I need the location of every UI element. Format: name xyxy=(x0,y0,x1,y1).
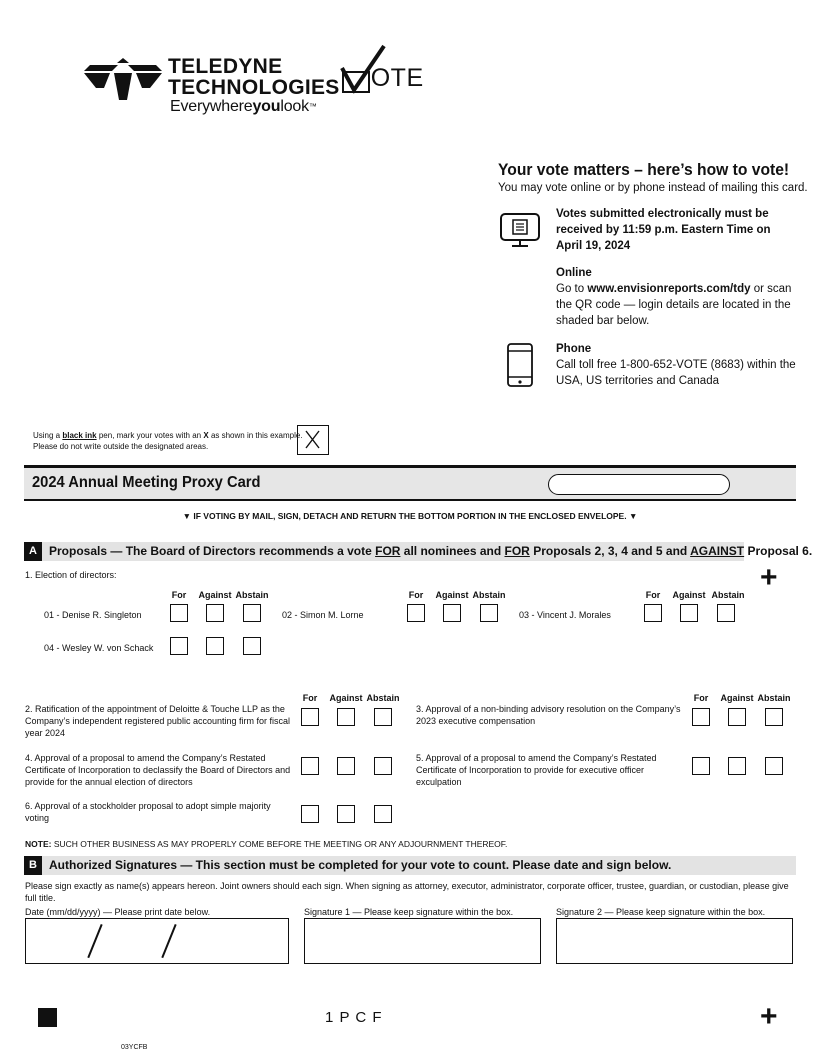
proposal-3-against-checkbox[interactable] xyxy=(728,708,746,726)
proposal-5-abstain-checkbox[interactable] xyxy=(765,757,783,775)
proposal-3-abstain-checkbox[interactable] xyxy=(765,708,783,726)
form-small-code: 03YCFB xyxy=(121,1044,148,1051)
col-abstain: Abstain xyxy=(366,693,400,703)
nominee-04-abstain-checkbox[interactable] xyxy=(243,637,261,655)
col-against: Against xyxy=(672,590,706,600)
nominee-02-against-checkbox[interactable] xyxy=(443,604,461,622)
col-for: For xyxy=(693,693,709,703)
signature-instructions: Please sign exactly as name(s) appears hereon. Joint owners should each sign. When signing as attorney, executor, administrator, corporate officer, trustee, guardian, or custodian, please give full title. xyxy=(25,881,789,903)
nominee-03-against-checkbox[interactable] xyxy=(680,604,698,622)
deadline-text: Votes submitted electronically must be received by 11:59 p.m. Eastern Time on April 19, 2024 xyxy=(556,208,771,252)
proposal-4-against-checkbox[interactable] xyxy=(337,757,355,775)
section-a-title: Proposals — The Board of Directors recommends a vote FOR all nominees and FOR Proposals 2, 3, 4 and 5 and AGAINST Proposal 6. xyxy=(49,544,813,558)
example-mark-box xyxy=(297,425,329,455)
nominee-03: 03 - Vincent J. Morales xyxy=(519,610,611,620)
col-for: For xyxy=(408,590,424,600)
col-abstain: Abstain xyxy=(711,590,745,600)
section-a-letter: A xyxy=(24,542,42,561)
nominee-01-against-checkbox[interactable] xyxy=(206,604,224,622)
phone-icon xyxy=(507,343,533,387)
signature-2-label: Signature 2 — Please keep signature within the box. xyxy=(556,907,766,917)
header-bottom-rule xyxy=(24,499,796,501)
proposal-6-text: 6. Approval of a stockholder proposal to adopt simple majority voting xyxy=(25,801,271,823)
nominee-03-abstain-checkbox[interactable] xyxy=(717,604,735,622)
computer-icon xyxy=(500,212,540,248)
nominee-04-against-checkbox[interactable] xyxy=(206,637,224,655)
section-b-letter: B xyxy=(24,856,42,875)
proposal-4-abstain-checkbox[interactable] xyxy=(374,757,392,775)
col-abstain: Abstain xyxy=(757,693,791,703)
registration-square-mark xyxy=(38,1008,57,1027)
nominee-02: 02 - Simon M. Lorne xyxy=(282,610,364,620)
company-name-line2: TECHNOLOGIES xyxy=(168,76,340,99)
date-separator xyxy=(87,924,102,958)
signature-2-box[interactable] xyxy=(556,918,793,964)
proposal-4-for-checkbox[interactable] xyxy=(301,757,319,775)
registration-plus-mark: + xyxy=(760,1000,778,1033)
signature-1-box[interactable] xyxy=(304,918,541,964)
nominee-02-abstain-checkbox[interactable] xyxy=(480,604,498,622)
registration-plus-mark: + xyxy=(760,561,778,594)
col-against: Against xyxy=(198,590,232,600)
signature-1-label: Signature 1 — Please keep signature within the box. xyxy=(304,907,514,917)
col-abstain: Abstain xyxy=(235,590,269,600)
proposal-6-for-checkbox[interactable] xyxy=(301,805,319,823)
phone-heading: Phone xyxy=(556,343,592,355)
date-input-box[interactable] xyxy=(25,918,289,964)
nominee-01-for-checkbox[interactable] xyxy=(170,604,188,622)
col-abstain: Abstain xyxy=(472,590,506,600)
form-code: 1 P C F xyxy=(325,1009,383,1026)
nominee-04: 04 - Wesley W. von Schack xyxy=(44,643,154,653)
election-label: 1. Election of directors: xyxy=(25,570,117,580)
nominee-02-for-checkbox[interactable] xyxy=(407,604,425,622)
company-tagline: Everywhereyoulook™ xyxy=(170,98,317,115)
online-url-link[interactable]: www.envisionreports.com/tdy xyxy=(587,283,751,295)
nominee-04-for-checkbox[interactable] xyxy=(170,637,188,655)
proposal-3-for-checkbox[interactable] xyxy=(692,708,710,726)
vote-matters-title: Your vote matters – here’s how to vote! xyxy=(498,160,790,179)
proposal-3-text: 3. Approval of a non-binding advisory resolution on the Company’s 2023 executive compensation xyxy=(416,704,681,726)
col-for: For xyxy=(645,590,661,600)
teledyne-logo-icon xyxy=(84,58,162,100)
date-separator xyxy=(161,924,176,958)
proposal-2-text: 2. Ratification of the appointment of Deloitte & Touche LLP as the Company’s independent registered public accounting firm for fiscal year 2024 xyxy=(25,704,290,738)
nominee-03-for-checkbox[interactable] xyxy=(644,604,662,622)
nominee-01-abstain-checkbox[interactable] xyxy=(243,604,261,622)
proposal-2-abstain-checkbox[interactable] xyxy=(374,708,392,726)
vote-matters-subtitle: You may vote online or by phone instead of mailing this card. xyxy=(498,182,808,194)
proposal-4-text: 4. Approval of a proposal to amend the Company’s Restated Certificate of Incorporation to declassify the Board of Directors and provide for the annual election of directors xyxy=(25,753,291,787)
online-instructions: Go to www.envisionreports.com/tdy or scan the QR code — login details are located in the shaded bar below. xyxy=(556,283,792,327)
proxy-card-title: 2024 Annual Meeting Proxy Card xyxy=(32,474,261,491)
vote-logo-text: OTE xyxy=(370,64,424,92)
col-against: Against xyxy=(435,590,469,600)
proposal-2-against-checkbox[interactable] xyxy=(337,708,355,726)
company-name-line1: TELEDYNE xyxy=(168,55,283,78)
col-for: For xyxy=(171,590,187,600)
date-label: Date (mm/dd/yyyy) — Please print date below. xyxy=(25,907,211,917)
proposal-5-text: 5. Approval of a proposal to amend the Company’s Restated Certificate of Incorporation to provide for executive officer exculpation xyxy=(416,753,657,787)
proposal-6-abstain-checkbox[interactable] xyxy=(374,805,392,823)
phone-instructions: Call toll free 1-800-652-VOTE (8683) within the USA, US territories and Canada xyxy=(556,359,796,387)
detach-instructions: ▼ IF VOTING BY MAIL, SIGN, DETACH AND RETURN THE BOTTOM PORTION IN THE ENCLOSED ENVELOPE. ▼ xyxy=(182,511,638,521)
marking-instructions: Using a black ink pen, mark your votes with an X as shown in this example. Please do not write outside the designated areas. xyxy=(33,431,303,451)
col-against: Against xyxy=(720,693,754,703)
proposal-5-against-checkbox[interactable] xyxy=(728,757,746,775)
online-heading: Online xyxy=(556,267,592,279)
control-number-field xyxy=(548,474,730,495)
proposal-5-for-checkbox[interactable] xyxy=(692,757,710,775)
nominee-01: 01 - Denise R. Singleton xyxy=(44,610,142,620)
other-business-note: NOTE: SUCH OTHER BUSINESS AS MAY PROPERLY COME BEFORE THE MEETING OR ANY ADJOURNMENT THEREOF. xyxy=(25,839,508,849)
col-for: For xyxy=(302,693,318,703)
proposal-6-against-checkbox[interactable] xyxy=(337,805,355,823)
section-b-title: Authorized Signatures — This section must be completed for your vote to count. Please date and sign below. xyxy=(49,858,672,872)
col-against: Against xyxy=(329,693,363,703)
proposal-2-for-checkbox[interactable] xyxy=(301,708,319,726)
